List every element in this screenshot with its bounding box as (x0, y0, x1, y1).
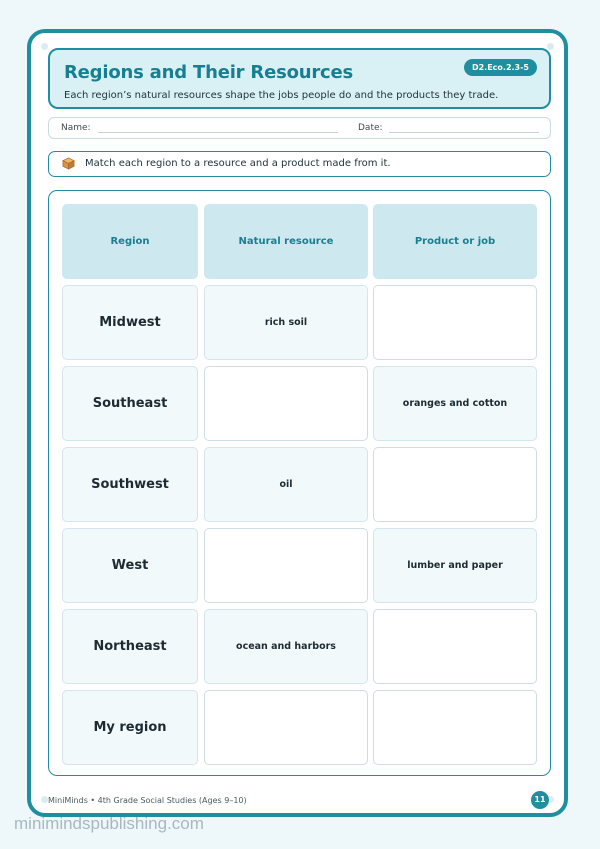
instruction-box (48, 151, 551, 177)
footer-credit: MiniMinds • 4th Grade Social Studies (Ages 9–10) (48, 796, 247, 805)
date-field[interactable] (389, 132, 539, 133)
resource-answer-box[interactable] (204, 528, 368, 603)
product-answer-box[interactable] (373, 285, 537, 360)
watermark: minimindspublishing.com (14, 814, 204, 833)
product-cell: oranges and cotton (373, 366, 537, 441)
resource-cell: ocean and harbors (204, 609, 368, 684)
corner-dot (41, 43, 48, 50)
resource-cell: oil (204, 447, 368, 522)
region-cell: Midwest (62, 285, 198, 360)
corner-dot (547, 43, 554, 50)
product-answer-box[interactable] (373, 447, 537, 522)
resource-cell: rich soil (204, 285, 368, 360)
column-header-region: Region (62, 204, 198, 279)
region-cell: My region (62, 690, 198, 765)
page-number-badge: 11 (531, 791, 549, 809)
name-label: Name: (61, 123, 91, 133)
box-icon (62, 157, 75, 170)
match-table-panel (48, 190, 551, 776)
product-answer-box[interactable] (373, 690, 537, 765)
date-label: Date: (358, 123, 383, 133)
resource-answer-box[interactable] (204, 366, 368, 441)
name-field[interactable] (98, 132, 338, 133)
instruction-text: Match each region to a resource and a product made from it. (85, 158, 391, 169)
region-cell: Southwest (62, 447, 198, 522)
region-cell: West (62, 528, 198, 603)
region-cell: Southeast (62, 366, 198, 441)
standard-badge: D2.Eco.2.3-5 (464, 59, 537, 76)
product-cell: lumber and paper (373, 528, 537, 603)
page-subtitle: Each region’s natural resources shape the jobs people do and the products they trade. (64, 90, 499, 101)
worksheet-header (48, 48, 551, 109)
region-cell: Northeast (62, 609, 198, 684)
column-header-product: Product or job (373, 204, 537, 279)
corner-dot (41, 796, 48, 803)
student-info-row (48, 117, 551, 139)
page-title: Regions and Their Resources (64, 62, 354, 83)
resource-answer-box[interactable] (204, 690, 368, 765)
column-header-resource: Natural resource (204, 204, 368, 279)
product-answer-box[interactable] (373, 609, 537, 684)
